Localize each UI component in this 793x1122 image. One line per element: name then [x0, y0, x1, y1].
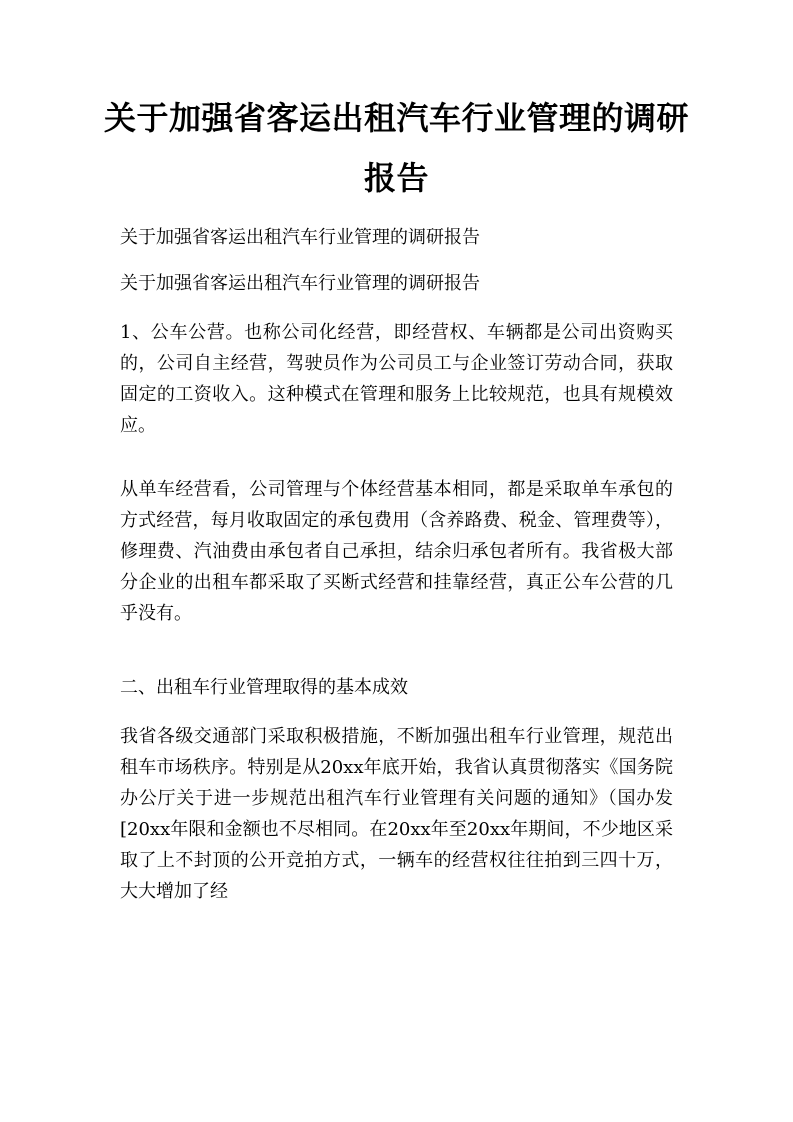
paragraph-public-operation: 1、公车公营。也称公司化经营，即经营权、车辆都是公司出资购买的，公司自主经营，驾驶员作为公司员工与企业签订劳动合同，获取固定的工资收入。这种模式在管理和服务上比较规范，也具有规模效应。	[120, 322, 673, 436]
paragraph-single-vehicle: 从单车经营看，公司管理与个体经营基本相同，都是采取单车承包的方式经营，每月收取固定的承包费用（含养路费、税金、管理费等），修理费、汽油费由承包者自己承担，结余归承包者所有。我省极大部分企业的出租车都采取了买断式经营和挂靠经营，真正公车公营的几乎没有。	[120, 479, 673, 624]
paragraph-subtitle: 关于加强省客运出租汽车行业管理的调研报告	[120, 227, 480, 248]
section-heading-achievements: 二、出租车行业管理取得的基本成效	[120, 677, 408, 698]
paragraph-subtitle-repeat: 关于加强省客运出租汽车行业管理的调研报告	[120, 273, 480, 294]
document-title: 关于加强省客运出租汽车行业管理的调研报告	[103, 99, 689, 197]
paragraph-measures: 我省各级交通部门采取积极措施，不断加强出租车行业管理，规范出租车市场秩序。特别是从20xx年底开始，我省认真贯彻落实《国务院办公厅关于进一步规范出租汽车行业管理有关问题的通知》（国办发[20xx年限和金额也不尽相同。在20xx年至20xx年期间，不少地区采取了上不封顶的公开竞拍方式，一辆车的经营权往往拍到三四十万，大大增加了经	[120, 726, 673, 902]
